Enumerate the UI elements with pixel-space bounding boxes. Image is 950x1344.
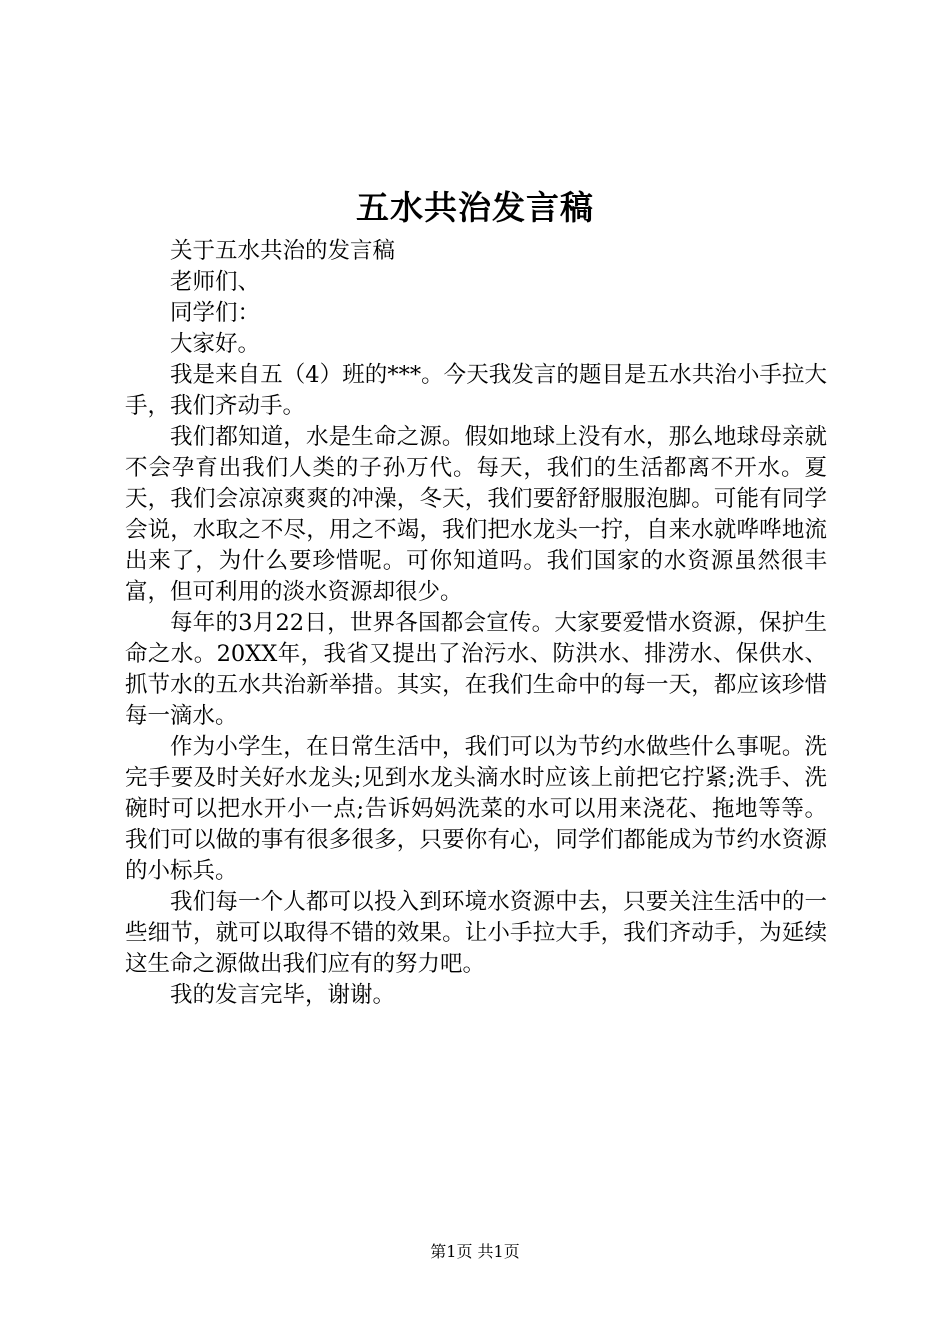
paragraph-conclusion: 我们每一个人都可以投入到环境水资源中去，只要关注生活中的一些细节，就可以取得不错的效果。让小手拉大手，我们齐动手，为延续这生命之源做出我们应有的努力吧。 xyxy=(125,889,827,977)
paragraph-water-day: 每年的3月22日，世界各国都会宣传。大家要爱惜水资源，保护生命之水。20XX年，我省又提出了治污水、防洪水、排涝水、保供水、抓节水的五水共治新举措。其实，在我们生命中的每一天，都应该珍惜每一滴水。 xyxy=(125,610,827,729)
paragraph-salutation-students: 同学们： xyxy=(170,300,261,326)
document-body xyxy=(125,236,827,1011)
paragraph-greeting: 大家好。 xyxy=(170,331,261,357)
paragraph-water-source: 我们都知道，水是生命之源。假如地球上没有水，那么地球母亲就不会孕育出我们人类的子孙万代。每天，我们的生活都离不开水。夏天，我们会凉凉爽爽的冲澡，冬天，我们要舒舒服服泡脚。可能有同学会说，水取之不尽，用之不竭，我们把水龙头一拧，自来水就哗哗地流出来了，为什么要珍惜呢。可你知道吗。我们国家的水资源虽然很丰富，但可利用的淡水资源却很少。 xyxy=(125,424,827,605)
paragraph-subtitle: 关于五水共治的发言稿 xyxy=(170,238,396,264)
paragraph-student-actions: 作为小学生，在日常生活中，我们可以为节约水做些什么事呢。洗完手要及时关好水龙头;见到水龙头滴水时应该上前把它拧紧;洗手、洗碗时可以把水开小一点;告诉妈妈洗菜的水可以用来浇花、拖地等等。我们可以做的事有很多很多，只要你有心，同学们都能成为节约水资源的小标兵。 xyxy=(125,734,827,884)
paragraph-introduction: 我是来自五（4）班的***。今天我发言的题目是五水共治小手拉大手，我们齐动手。 xyxy=(125,362,827,419)
paragraph-closing: 我的发言完毕，谢谢。 xyxy=(170,982,396,1008)
document-title: 五水共治发言稿 xyxy=(356,188,594,227)
paragraph-salutation-teachers: 老师们、 xyxy=(170,269,261,295)
page-number-footer: 第1页 共1页 xyxy=(430,1242,520,1261)
